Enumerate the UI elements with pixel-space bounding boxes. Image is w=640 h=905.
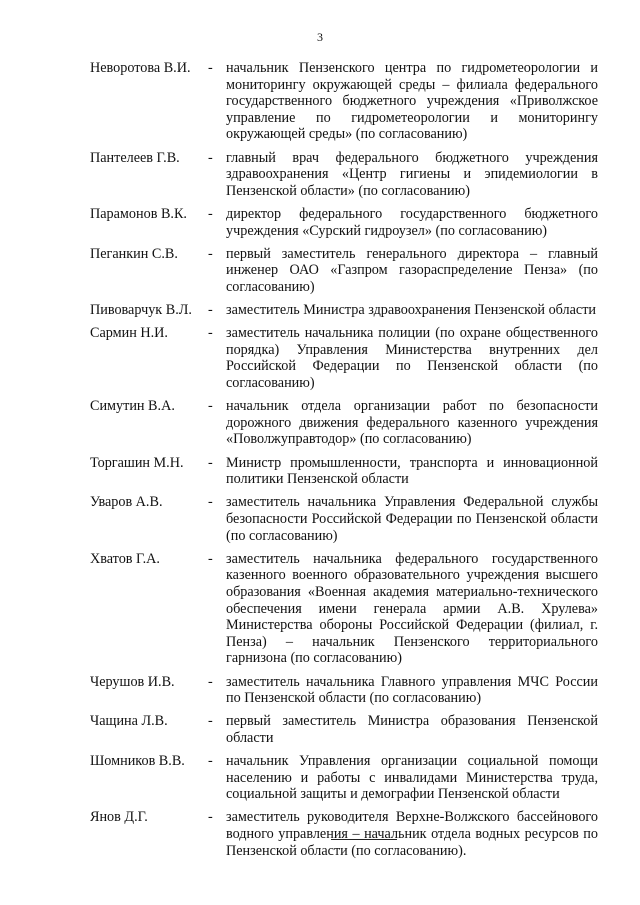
- member-position: главный врач федерального бюджетного учреждения здравоохранения «Центр гигиены и эпидемиологии в Пензенской области» (по согласованию): [226, 149, 598, 199]
- member-position: начальник Пензенского центра по гидрометеорологии и мониторингу окружающей среды – филиала федерального государственного бюджетного учреждения «Приволжское управление по гидрометеорологии и мониторингу окружающей среды» (по согласованию): [226, 60, 598, 143]
- list-item: [90, 455, 598, 488]
- member-list: [90, 60, 598, 866]
- separator-dash: -: [208, 454, 213, 471]
- member-position: начальник Управления организации социальной помощи населению и работы с инвалидами Министерства труда, социальной защиты и демографии Пензенской области: [226, 753, 598, 803]
- separator-dash: -: [208, 302, 213, 319]
- separator-dash: -: [208, 149, 213, 166]
- separator-dash: -: [208, 60, 213, 76]
- member-position: заместитель начальника Главного управления МЧС России по Пензенской области (по согласованию): [226, 673, 598, 707]
- list-item: [90, 713, 598, 746]
- member-name: Черушов И.В.: [90, 673, 175, 690]
- member-position: директор федерального государственного бюджетного учреждения «Сурский гидроузел» (по согласованию): [226, 205, 598, 239]
- member-position: Министр промышленности, транспорта и инновационной политики Пензенской области: [226, 454, 598, 488]
- separator-dash: -: [208, 713, 213, 730]
- list-item: [90, 246, 598, 296]
- member-name: Неворотова В.И.: [90, 60, 191, 76]
- separator-dash: -: [208, 398, 213, 415]
- separator-dash: -: [208, 809, 213, 826]
- list-item: [90, 674, 598, 707]
- member-position: первый заместитель Министра образования Пензенской области: [226, 713, 598, 746]
- separator-dash: -: [208, 673, 213, 690]
- list-item: [90, 551, 598, 667]
- member-position: заместитель руководителя Верхне-Волжского бассейнового водного управления – начальник отдела водных ресурсов по Пензенской области (по согласованию).: [226, 809, 598, 859]
- separator-dash: -: [208, 325, 213, 342]
- member-name: Пивоварчук В.Л.: [90, 302, 192, 319]
- list-item: [90, 809, 598, 859]
- member-name: Пантелеев Г.В.: [90, 149, 180, 166]
- member-name: Янов Д.Г.: [90, 809, 148, 826]
- member-name: Симутин В.А.: [90, 398, 175, 415]
- separator-dash: -: [208, 494, 213, 511]
- separator-dash: -: [208, 245, 213, 262]
- list-item: [90, 325, 598, 391]
- member-position: заместитель начальника федерального государственного казенного военного образовательного учреждения высшего образования «Военная академия материально-технического обеспечения имени генерала армии А.В. Хрулева» Министерства обороны Российской Федерации (филиал, г. Пенза) – начальник Пензенского территориального гарнизона (по согласованию): [226, 550, 598, 667]
- list-item: [90, 302, 598, 319]
- member-name: Шомников В.В.: [90, 753, 185, 770]
- member-position: заместитель Министра здравоохранения Пензенской области: [226, 302, 596, 319]
- separator-dash: -: [208, 205, 213, 222]
- page-number: 3: [317, 30, 323, 44]
- list-item: [90, 206, 598, 239]
- list-item: [90, 494, 598, 544]
- member-name: Чащина Л.В.: [90, 713, 168, 730]
- list-item: [90, 150, 598, 200]
- member-position: заместитель начальника Управления Федеральной службы безопасности Российской Федерации по Пензенской области (по согласованию): [226, 494, 598, 544]
- member-name: Парамонов В.К.: [90, 205, 187, 222]
- member-name: Уваров А.В.: [90, 494, 163, 511]
- separator-dash: -: [208, 550, 213, 567]
- member-name: Сармин Н.И.: [90, 325, 168, 342]
- member-name: Хватов Г.А.: [90, 550, 160, 567]
- list-item: [90, 398, 598, 448]
- member-position: заместитель начальника полиции (по охране общественного порядка) Управления Министерства внутренних дел Российской Федерации по Пензенской области (по согласованию): [226, 325, 598, 392]
- separator-dash: -: [208, 753, 213, 770]
- member-name: Пеганкин С.В.: [90, 245, 178, 262]
- closing-divider: [331, 839, 397, 840]
- list-item: [90, 60, 598, 143]
- member-position: начальник отдела организации работ по безопасности дорожного движения федерального казенного учреждения «Поволжуправтодор» (по согласованию): [226, 398, 598, 448]
- member-name: Торгашин М.Н.: [90, 454, 184, 471]
- member-position: первый заместитель генерального директора – главный инженер ОАО «Газпром газораспределение Пенза» (по согласованию): [226, 245, 598, 295]
- list-item: [90, 753, 598, 803]
